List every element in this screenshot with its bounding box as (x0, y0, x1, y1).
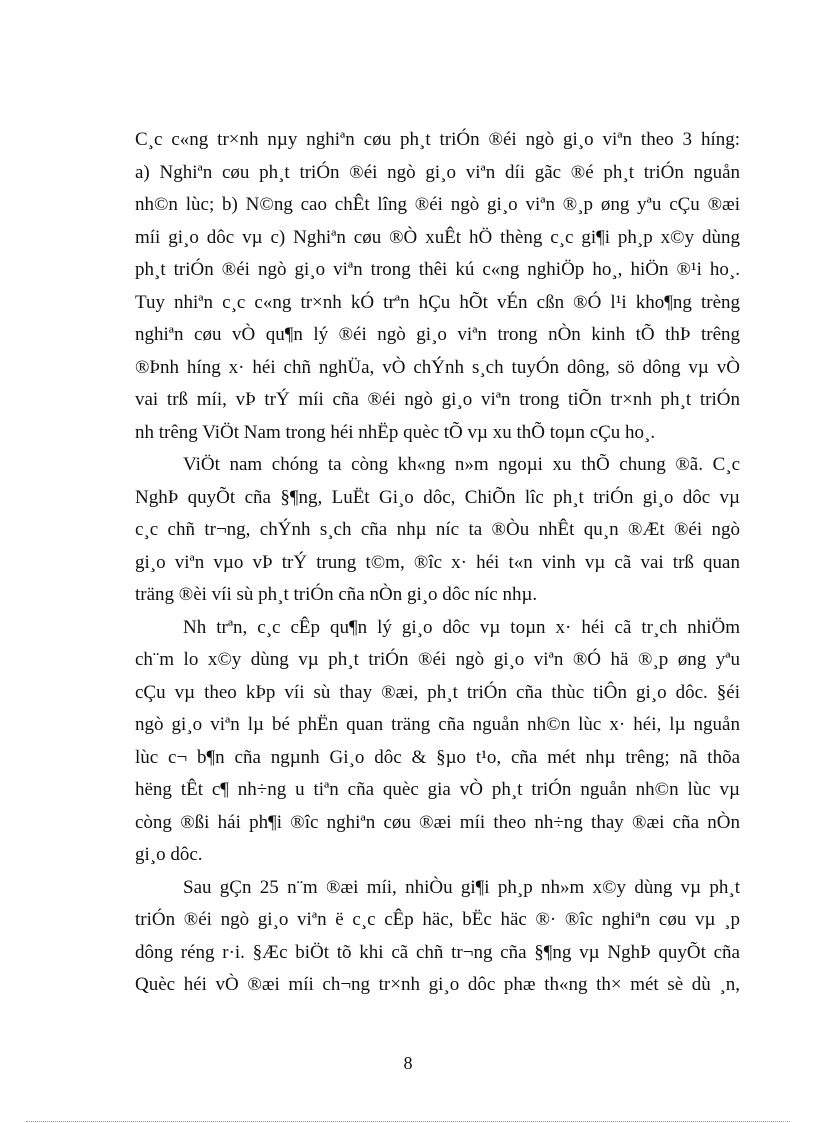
text-line: Sau gÇn 25 n¨m ®æi míi, nhiÒu gi¶i ph¸p nh»m x©y dùng vµ ph¸t (183, 876, 740, 898)
text-line: gi¸o dôc. (135, 844, 203, 865)
text-line: lùc c¬ b¶n cña ngµnh Gi¸o dôc & §µo t¹o, cña mét nhµ trêng; nã thõa (135, 746, 740, 768)
text-line: ViÖt nam chóng ta còng kh«ng n»m ngoµi xu thÕ chung ®ã. C¸c (183, 454, 740, 475)
bottom-dotted-rule (26, 1121, 790, 1122)
text-line: Nh trªn, c¸c cÊp qu¶n lý gi¸o dôc vµ toµn x· héi cã tr¸ch nhiÖm (183, 616, 740, 638)
text-line: cÇu vµ theo kÞp víi sù thay ®æi, ph¸t triÓn cña thùc tiÔn gi¸o dôc. §éi (135, 681, 740, 703)
text-line: Quèc héi vÒ ®æi míi ch¬ng tr×nh gi¸o dôc phæ th«ng th× mét sè dù ¸n, (135, 974, 740, 995)
text-line: Tuy nhiªn c¸c c«ng tr×nh kÓ trªn hÇu hÕt vÉn cßn ®Ó l¹i kho¶ng trèng (135, 291, 740, 313)
text-line: C¸c c«ng tr×nh nµy nghiªn cøu ph¸t triÓn ®éi ngò gi¸o viªn theo 3 híng: (135, 129, 740, 150)
text-line: nghiªn cøu vÒ qu¶n lý ®éi ngò gi¸o viªn trong nÒn kinh tÕ thÞ trêng (135, 324, 740, 345)
text-line: dông réng r·i. §Æc biÖt tõ khi cã chñ tr¬ng cña §¶ng vµ NghÞ quyÕt cña (135, 941, 740, 963)
text-line: ph¸t triÓn ®éi ngò gi¸o viªn trong thêi kú c«ng nghiÖp ho¸, hiÖn ®¹i ho¸. (135, 259, 740, 280)
text-line: ngò gi¸o viªn lµ bé phËn quan träng cña nguån nh©n lùc x· héi, lµ nguån (135, 714, 740, 735)
text-line: NghÞ quyÕt cña §¶ng, LuËt Gi¸o dôc, ChiÕn lîc ph¸t triÓn gi¸o dôc vµ (135, 486, 740, 508)
page-number: 8 (403, 1053, 413, 1073)
text-line: míi gi¸o dôc vµ c) Nghiªn cøu ®Ò xuÊt hÖ thèng c¸c gi¶i ph¸p x©y dùng (135, 226, 740, 248)
text-line: triÓn ®éi ngò gi¸o viªn ë c¸c cÊp häc, bËc häc ®· ®îc nghiªn cøu vµ ¸p (135, 909, 740, 930)
body-text (135, 124, 740, 1002)
text-line: a) Nghiªn cøu ph¸t triÓn ®éi ngò gi¸o viªn díi gãc ®é ph¸t triÓn nguån (135, 161, 740, 183)
text-line: còng ®ßi hái ph¶i ®îc nghiªn cøu ®æi míi theo nh÷ng thay ®æi cña nÒn (135, 811, 740, 833)
text-line: vai trß míi, vÞ trÝ míi cña ®éi ngò gi¸o viªn trong tiÕn tr×nh ph¸t triÓn (135, 389, 740, 410)
text-line: nh trêng ViÖt Nam trong héi nhËp quèc tÕ vµ xu thÕ toµn cÇu ho¸. (135, 421, 656, 443)
text-line: ch¨m lo x©y dùng vµ ph¸t triÓn ®éi ngò gi¸o viªn ®Ó hä ®¸p øng yªu (135, 649, 740, 670)
text-line: gi¸o viªn vµo vÞ trÝ trung t©m, ®îc x· héi t«n vinh vµ cã vai trß quan (135, 551, 740, 573)
text-line: c¸c chñ tr¬ng, chÝnh s¸ch cña nhµ níc ta ®Òu nhÊt qu¸n ®Æt ®éi ngò (135, 519, 740, 540)
text-line: träng ®èi víi sù ph¸t triÓn cña nÒn gi¸o dôc níc nhµ. (135, 584, 538, 605)
text-line: hëng tÊt c¶ nh÷ng u tiªn cña quèc gia vÒ ph¸t triÓn nguån nh©n lùc vµ (135, 779, 740, 800)
text-line: nh©n lùc; b) N©ng cao chÊt lîng ®éi ngò gi¸o viªn ®¸p øng yªu cÇu ®æi (135, 194, 740, 215)
text-line: ®Þnh híng x· héi chñ nghÜa, vÒ chÝnh s¸ch tuyÓn dông, sö dông vµ vÒ (135, 356, 740, 378)
